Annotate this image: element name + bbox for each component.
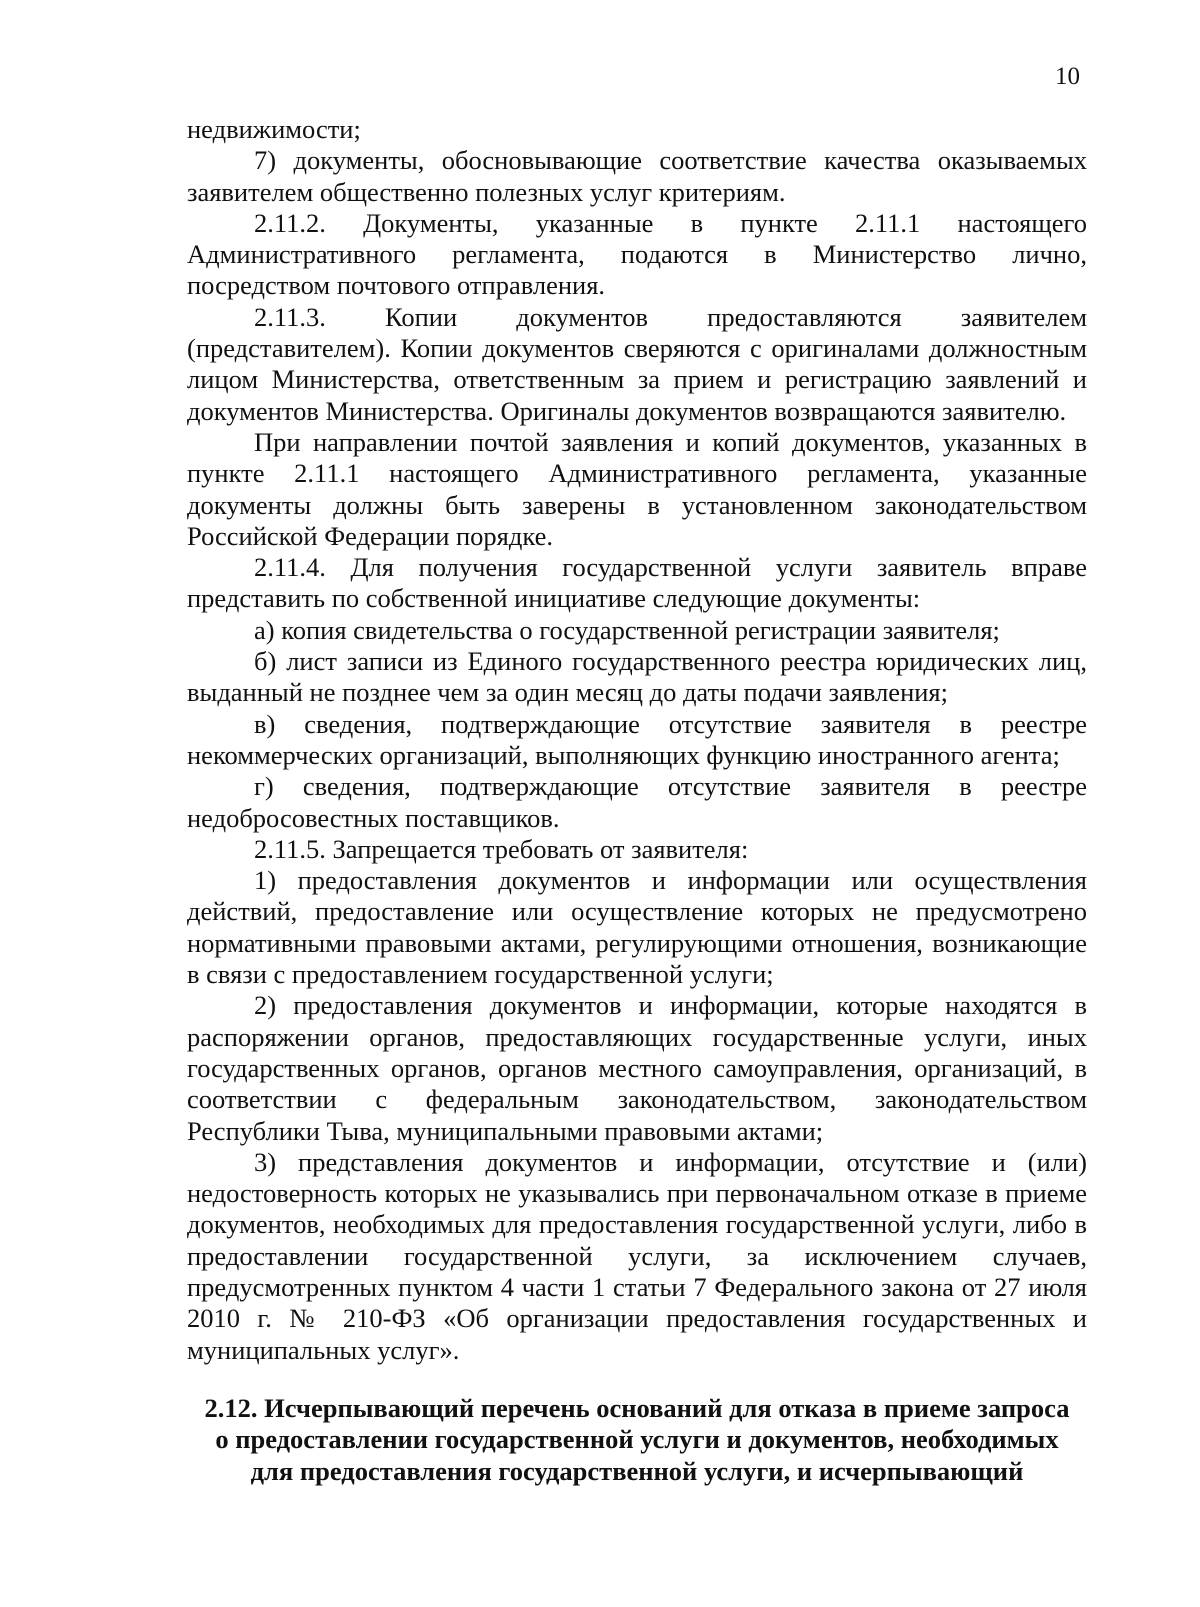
paragraph-13: 3) представления документов и информации, отсутствие и (или) недостоверность которых не указывались при первоначальном отказе в приеме документов, необходимых для предоставления государственной услуги, либо в предоставлении государственной услуги, за исключением случаев, предусмотренных пунктом 4 части 1 статьи 7 Федерального закона от 27 июля 2010 г. № 210-ФЗ «Об организации предоставления государственных и муниципальных услуг». <box>187 1146 1087 1365</box>
body-text <box>187 114 1087 1366</box>
paragraph-5: 2.11.4. Для получения государственной услуги заявитель вправе представить по собственной инициативе следующие документы: <box>187 552 1087 614</box>
paragraph-6: а) копия свидетельства о государственной регистрации заявителя; <box>254 614 1000 645</box>
paragraph-12: 2) предоставления документов и информации, которые находятся в распоряжении органов, предоставляющих государственные услуги, иных государственных органов, органов местного самоуправления, организаций, в соответствии с федеральным законодательством, законодательством Республики Тыва, муниципальными правовыми актами; <box>187 990 1087 1146</box>
paragraph-9: г) сведения, подтверждающие отсутствие заявителя в реестре недобросовестных поставщиков. <box>187 771 1087 833</box>
paragraph-8: в) сведения, подтверждающие отсутствие заявителя в реестре некоммерческих организаций, выполняющих функцию иностранного агента; <box>187 708 1087 770</box>
paragraph-4: При направлении почтой заявления и копий документов, указанных в пункте 2.11.1 настоящего Административного регламента, указанные документы должны быть заверены в установленном законодательством Российской Федерации порядке. <box>187 426 1087 551</box>
page-number: 10 <box>1055 63 1080 90</box>
paragraph-3: 2.11.3. Копии документов предоставляются заявителем (представителем). Копии документов сверяются с оригиналами должностным лицом Министерства, ответственным за прием и регистрацию заявлений и документов Министерства. Оригиналы документов возвращаются заявителю. <box>187 301 1087 426</box>
paragraph-7: б) лист записи из Единого государственного реестра юридических лиц, выданный не позднее чем за один месяц до даты подачи заявления; <box>187 646 1087 708</box>
paragraph-11: 1) предоставления документов и информации или осуществления действий, предоставление или осуществление которых не предусмотрено нормативными правовыми актами, регулирующими отношения, возникающие в связи с предоставлением государственной услуги; <box>187 865 1087 990</box>
heading-line-2: о предоставлении государственной услуги и документов, необходимых <box>215 1424 1059 1455</box>
paragraph-2: 2.11.2. Документы, указанные в пункте 2.11.1 настоящего Административного регламента, подаются в Министерство лично, посредством почтового отправления. <box>187 207 1087 301</box>
paragraph-1: 7) документы, обосновывающие соответствие качества оказываемых заявителем общественно полезных услуг критериям. <box>187 145 1087 207</box>
heading-line-1: 2.12. Исчерпывающий перечень оснований для отказа в приеме запроса <box>204 1393 1070 1423</box>
paragraph-0: недвижимости; <box>187 114 361 144</box>
paragraph-10: 2.11.5. Запрещается требовать от заявителя: <box>254 833 749 864</box>
heading-line-3: для предоставления государственной услуги, и исчерпывающий <box>250 1455 1024 1486</box>
section-heading <box>187 1393 1087 1487</box>
